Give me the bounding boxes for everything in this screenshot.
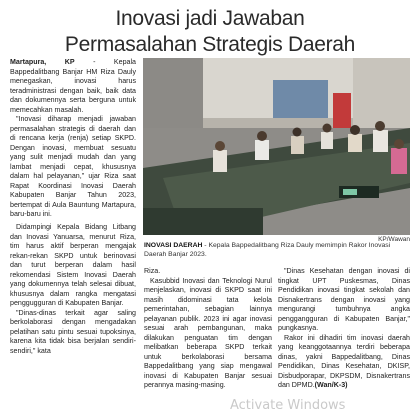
article-column-2 bbox=[144, 267, 272, 391]
article-column-1-bottom bbox=[10, 223, 136, 356]
article-column-1-top bbox=[10, 58, 136, 220]
closing-text: Rakor ini dihadiri tim inovasi daerah yang keanggotaannya terdiri beberapa dinas, yakni Bappedalitbang, Dinas Pendidikan, Dinas Kesehatan, DKISP, Disbudporapar, DKPSDM, Disnakertrans dan DPMD. bbox=[278, 333, 410, 389]
lead-text: - Kepala Bappedalitbang Banjar HM Riza Dauly menegaskan, inovasi harus teradministrasi dengan baik, baik data dan dokumennya serta berguna untuk memecahkan masalah. bbox=[10, 58, 136, 114]
dateline: Martapura, KP bbox=[10, 58, 75, 66]
lead-paragraph bbox=[10, 58, 136, 115]
paragraph: Riza. bbox=[144, 267, 161, 275]
paragraph: Kasubbid Inovasi dan Teknologi Nurul menjelaskan, inovasi di SKPD saat ini masih didominasi tata kelola pemerintahan, sebagian lainnya pelayanan publik. 2023 ini agar inovasi sesuai arah pembangunan, maka dilakukan penguatan tim dengan melibatkan beberapa SKPD terkait untuk berkolaborasi bersama Bappedalitbang yang siap mengawal inovasi di Kabupaten Banjar sesuai perannya masing-masing. bbox=[144, 276, 272, 389]
caption-lead: INOVASI DAERAH bbox=[144, 242, 203, 249]
meeting-photo bbox=[143, 58, 410, 235]
headline-line-2: Permasalahan Strategis Daerah bbox=[64, 33, 356, 56]
article-column-3 bbox=[278, 267, 410, 391]
paragraph: Didampingi Kepala Bidang Litbang dan Inovasi Yanuarsa, menurut Riza, tim harus aktif berperan mengajak rekan-rekan SKPD untuk berinovasi dan turut berperan dalam hasil rekomendasi Sistem Inovasi Daerah yang dokumennya telah selesai dibuat, khususnya dalam rangka mengatasi penggugguran di Kabupaten Banjar. bbox=[10, 223, 136, 307]
headline-line-1: Inovasi jadi Jawaban bbox=[115, 7, 305, 30]
caption-text: - Kepala Bappedalitbang Riza Dauly memimpin Rakor Inovasi Daerah Banjar 2023. bbox=[144, 242, 391, 258]
closing-paragraph bbox=[278, 334, 410, 391]
os-watermark: Activate Windows bbox=[230, 398, 346, 413]
paragraph: "Dinas-dinas terkait agar saling berkolaborasi dengan mengadakan pelatihan satu pintu sesuai tupoksinya, karena kita tidak bisa berjalan sendiri-sendiri," kata bbox=[10, 308, 136, 355]
photo-credit: KP/Wawan bbox=[378, 236, 410, 243]
meeting-photo-illustration bbox=[143, 58, 410, 235]
paragraph: "Inovasi diharap menjadi jawaban permasalahan strategis di daerah dan di rencana kerja (renja) setiap SKPD. Dengan inovasi, membuat sesuatu yang sulit menjadi mudah dan yang lambat menjadi cepat, khususnya dalam hal pelayanan," ujar Riza saat Rapat Koordinasi Inovasi Daerah Kabupaten Banjar Tahun 2023, bertempat di Aula Bauntung Martapura, baru-baru ini. bbox=[10, 115, 136, 218]
paragraph: "Dinas Kesehatan dengan inovasi di tingkat UPT Puskesmas, Dinas Pendidikan inovasi tingkat sekolah dan Disnakertrans dengan inovasi yang mengurangi tumbuhnya angka penggangguran di Kabupaten Banjar," pungkasnya. bbox=[278, 267, 410, 332]
signoff: (Wan/K-3) bbox=[314, 381, 348, 389]
photo-caption bbox=[144, 242, 410, 259]
